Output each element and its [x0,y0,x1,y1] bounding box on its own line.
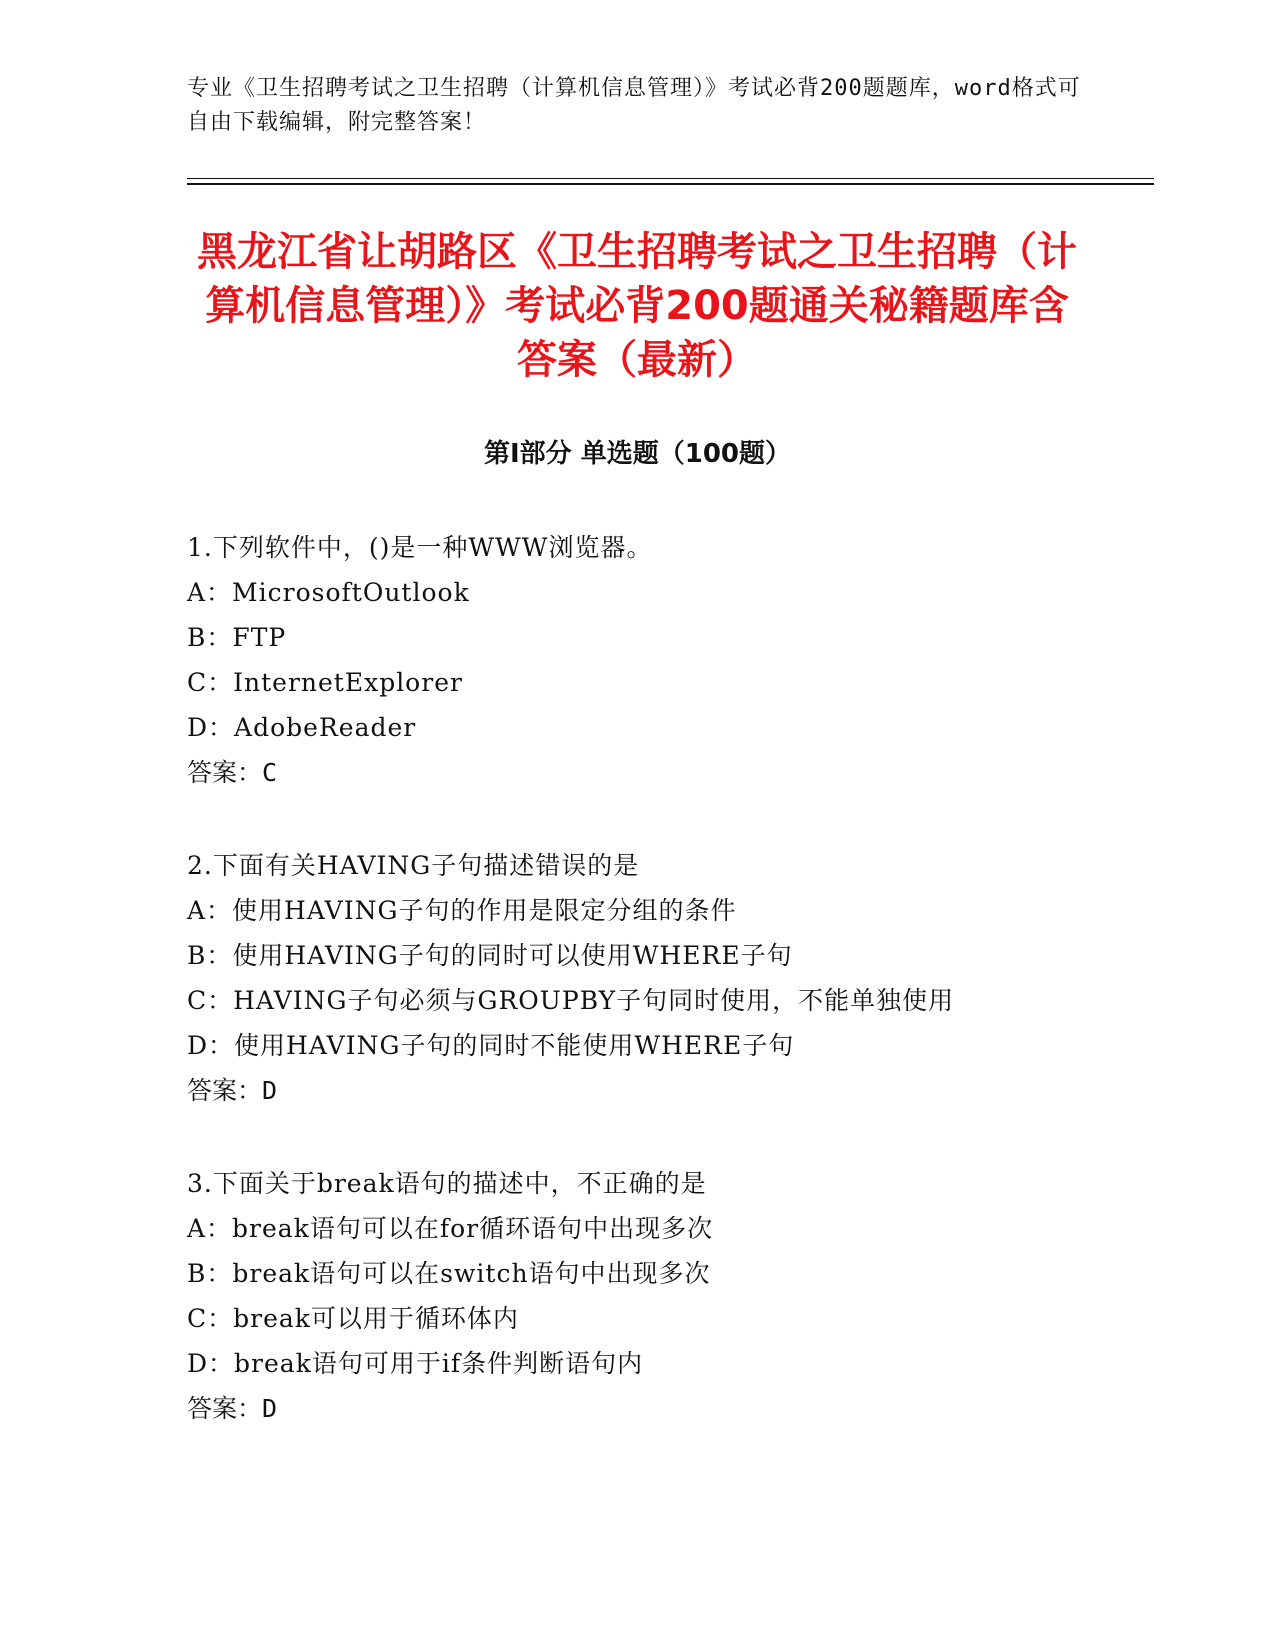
header-divider-thick [187,183,1154,185]
answer-line [187,1068,1147,1113]
document-title: 黑龙江省让胡路区《卫生招聘考试之卫生招聘（计算机信息管理）》考试必背200题通关秘籍题库含答案（最新） [197,229,1077,383]
question-1 [187,525,1147,795]
answer-value: C [262,758,278,787]
answer-line [187,1386,1147,1431]
option-a: A：MicrosoftOutlook [187,578,470,607]
option-b: B：break语句可以在switch语句中出现多次 [187,1259,711,1288]
answer-label: 答案： [187,758,263,787]
option-a: A：break语句可以在for循环语句中出现多次 [187,1214,714,1243]
answer-value: D [262,1076,278,1105]
question-list [187,525,1147,1479]
option-d: D：break语句可用于if条件判断语句内 [187,1349,644,1378]
answer-line [187,750,1147,795]
header-note: 专业《卫生招聘考试之卫生招聘（计算机信息管理）》考试必背200题题库，word格式可自由下载编辑，附完整答案！ [187,76,1081,135]
option-b: B：使用HAVING子句的同时可以使用WHERE子句 [187,941,793,970]
question-stem: 3.下面关于break语句的描述中，不正确的是 [187,1169,707,1198]
option-c: C：InternetExplorer [187,668,463,697]
question-stem: 1.下列软件中，()是一种WWW浏览器。 [187,533,653,562]
option-d: D：AdobeReader [187,713,417,742]
answer-label: 答案： [187,1394,263,1423]
section-heading: 第Ⅰ部分 单选题（100题） [484,439,791,469]
option-c: C：break可以用于循环体内 [187,1304,519,1333]
option-a: A：使用HAVING子句的作用是限定分组的条件 [187,896,737,925]
question-2 [187,843,1147,1113]
option-c: C：HAVING子句必须与GROUPBY子句同时使用，不能单独使用 [187,986,955,1015]
question-stem: 2.下面有关HAVING子句描述错误的是 [187,851,640,880]
option-d: D：使用HAVING子句的同时不能使用WHERE子句 [187,1031,795,1060]
question-3 [187,1161,1147,1431]
header-divider-thin [187,178,1154,179]
option-b: B：FTP [187,623,287,652]
answer-label: 答案： [187,1076,263,1105]
answer-value: D [262,1394,278,1423]
